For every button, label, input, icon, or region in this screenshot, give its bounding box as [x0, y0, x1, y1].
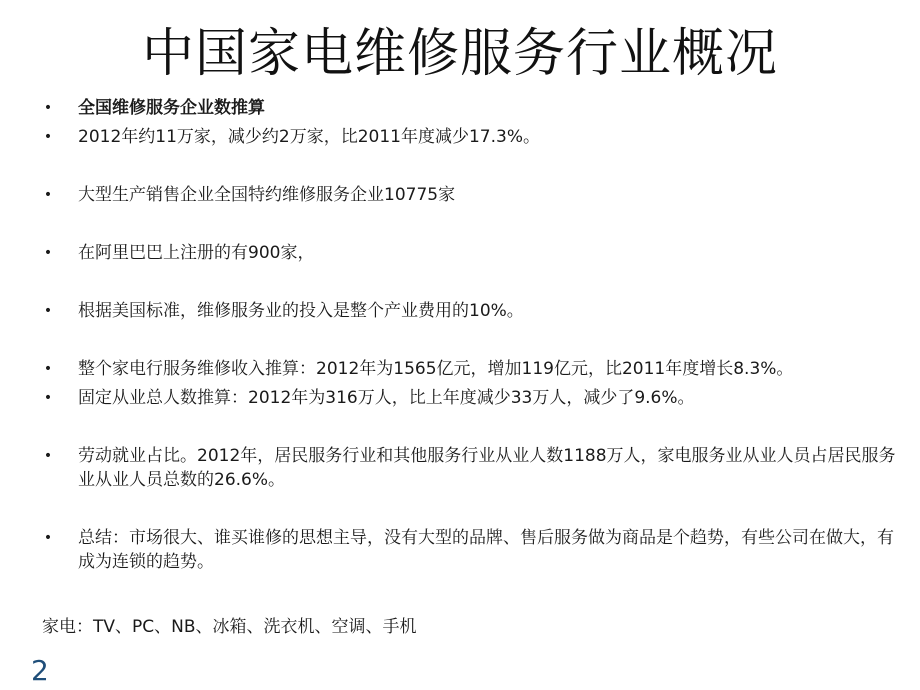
bullet-icon: •	[43, 187, 53, 203]
bullet-text: 全国维修服务企业数推算	[78, 98, 265, 118]
appliance-footnote: 家电：TV、PC、NB、冰箱、洗衣机、空调、手机	[42, 617, 417, 637]
spacer	[38, 207, 898, 241]
bullet-item	[38, 183, 898, 207]
bullet-text: 固定从业总人数推算：2012年为316万人，比上年度减少33万人，减少了9.6%。	[78, 388, 695, 408]
bullet-icon: •	[43, 361, 53, 377]
bullet-item	[38, 526, 898, 574]
bullet-text: 总结：市场很大、谁买谁修的思想主导，没有大型的品牌、售后服务做为商品是个趋势，有些公司在做大，有成为连锁的趋势。	[78, 528, 894, 572]
spacer	[38, 149, 898, 183]
bullet-text: 劳动就业占比。2012年，居民服务行业和其他服务行业从业人数1188万人，家电服务业从业人员占居民服务业从业人员总数的26.6%。	[78, 446, 896, 490]
bullet-text: 整个家电行服务维修收入推算：2012年为1565亿元，增加119亿元，比2011年度增长8.3%。	[78, 359, 794, 379]
bullet-icon: •	[43, 530, 53, 546]
spacer	[38, 410, 898, 444]
bullet-text: 大型生产销售企业全国特约维修服务企业10775家	[78, 185, 456, 205]
bullet-icon: •	[43, 245, 53, 261]
bullet-item	[38, 241, 898, 265]
bullet-item	[38, 299, 898, 323]
bullet-icon: •	[43, 303, 53, 319]
spacer	[38, 492, 898, 526]
page-number: 2	[31, 654, 49, 687]
bullet-text: 在阿里巴巴上注册的有900家，	[78, 243, 315, 263]
bullet-icon: •	[43, 100, 53, 116]
spacer	[38, 323, 898, 357]
bullet-icon: •	[43, 448, 53, 464]
bullet-text: 2012年约11万家，减少约2万家，比2011年度减少17.3%。	[78, 127, 540, 147]
bullet-item	[38, 125, 898, 149]
bullet-item	[38, 444, 898, 492]
bullet-text: 根据美国标准，维修服务业的投入是整个产业费用的10%。	[78, 301, 524, 321]
bullet-item	[38, 357, 898, 381]
bullet-list	[38, 96, 898, 574]
bullet-item	[38, 96, 898, 120]
bullet-icon: •	[43, 390, 53, 406]
spacer	[38, 265, 898, 299]
bullet-icon: •	[43, 129, 53, 145]
slide-title: 中国家电维修服务行业概况	[141, 24, 778, 84]
bullet-item	[38, 386, 898, 410]
